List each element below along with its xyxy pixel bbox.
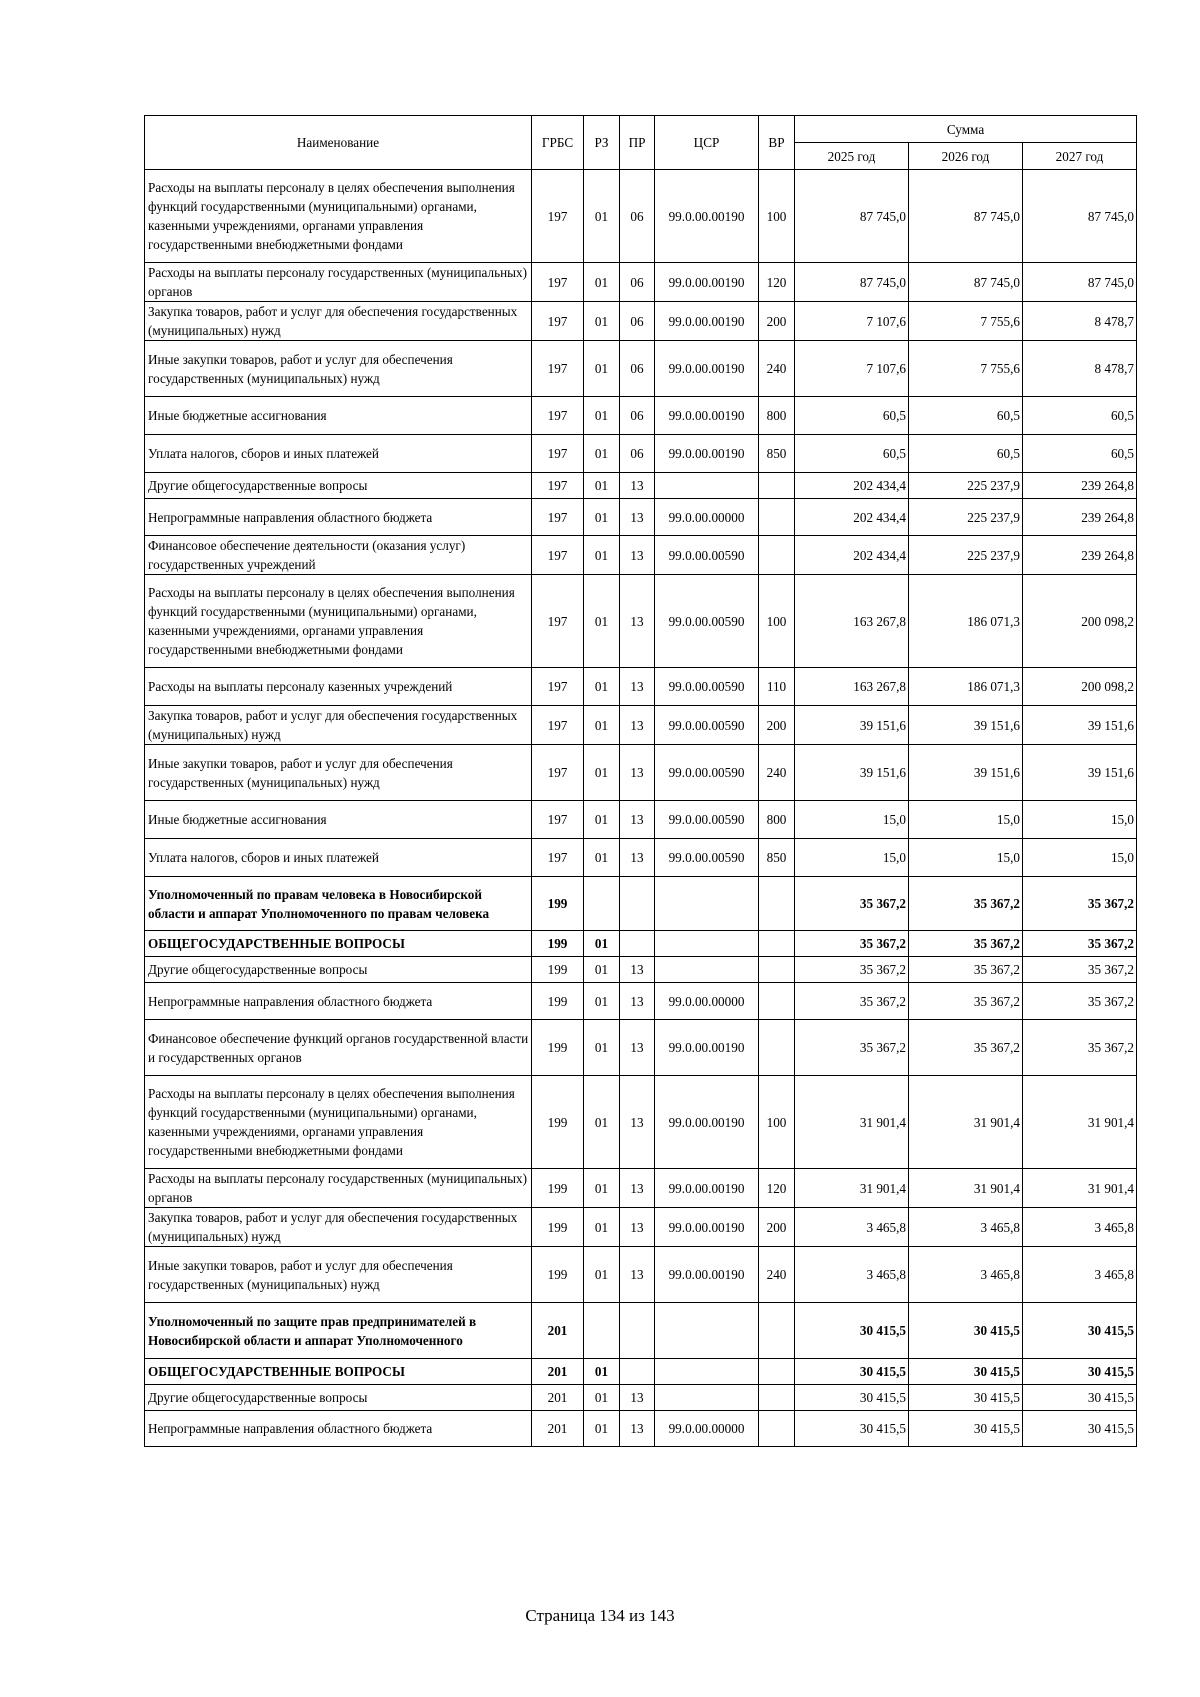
cell-grbs: 199 <box>532 1208 584 1247</box>
cell-vr: 100 <box>759 575 795 668</box>
cell-grbs: 199 <box>532 877 584 931</box>
cell-name: Уполномоченный по защите прав предпринимателей в Новосибирской области и аппарат Уполномоченного <box>145 1303 532 1359</box>
table-row <box>145 435 1137 473</box>
cell-vr <box>759 1359 795 1385</box>
table-row <box>145 1359 1137 1385</box>
header-year-2026: 2026 год <box>909 143 1023 170</box>
cell-rz: 01 <box>584 839 620 877</box>
cell-2025: 31 901,4 <box>795 1076 909 1169</box>
cell-vr: 200 <box>759 1208 795 1247</box>
cell-rz <box>584 1303 620 1359</box>
cell-2025: 60,5 <box>795 397 909 435</box>
table-row <box>145 575 1137 668</box>
cell-pr: 13 <box>620 1169 655 1208</box>
cell-2025: 30 415,5 <box>795 1303 909 1359</box>
cell-name: Другие общегосударственные вопросы <box>145 957 532 983</box>
cell-name: Расходы на выплаты персоналу казенных учреждений <box>145 668 532 706</box>
cell-2026: 35 367,2 <box>909 877 1023 931</box>
cell-csr: 99.0.00.00000 <box>655 499 759 536</box>
cell-2027: 3 465,8 <box>1023 1208 1137 1247</box>
table-row <box>145 1385 1137 1411</box>
cell-2025: 163 267,8 <box>795 668 909 706</box>
table-row <box>145 801 1137 839</box>
cell-2027: 35 367,2 <box>1023 983 1137 1020</box>
cell-2025: 35 367,2 <box>795 957 909 983</box>
cell-csr: 99.0.00.00590 <box>655 801 759 839</box>
cell-rz: 01 <box>584 302 620 341</box>
cell-2025: 15,0 <box>795 801 909 839</box>
cell-2026: 35 367,2 <box>909 1020 1023 1076</box>
cell-vr <box>759 499 795 536</box>
table-row <box>145 983 1137 1020</box>
cell-pr: 06 <box>620 263 655 302</box>
cell-grbs: 197 <box>532 397 584 435</box>
table-row <box>145 341 1137 397</box>
cell-2026: 7 755,6 <box>909 302 1023 341</box>
cell-2025: 30 415,5 <box>795 1411 909 1447</box>
cell-2025: 87 745,0 <box>795 170 909 263</box>
cell-grbs: 199 <box>532 1247 584 1303</box>
cell-rz: 01 <box>584 1385 620 1411</box>
cell-vr: 240 <box>759 341 795 397</box>
cell-csr <box>655 931 759 957</box>
table-row <box>145 263 1137 302</box>
cell-name: Расходы на выплаты персоналу в целях обеспечения выполнения функций государственными (муниципальными) органами, казенными учреждениями, органами управления государственными внебюджетными фондами <box>145 170 532 263</box>
cell-2027: 30 415,5 <box>1023 1359 1137 1385</box>
table-row <box>145 473 1137 499</box>
table-row <box>145 839 1137 877</box>
cell-2026: 39 151,6 <box>909 745 1023 801</box>
cell-2025: 202 434,4 <box>795 499 909 536</box>
cell-rz <box>584 877 620 931</box>
cell-name: Иные закупки товаров, работ и услуг для обеспечения государственных (муниципальных) нужд <box>145 1247 532 1303</box>
cell-vr: 240 <box>759 1247 795 1303</box>
table-row <box>145 706 1137 745</box>
cell-grbs: 197 <box>532 341 584 397</box>
cell-pr: 13 <box>620 575 655 668</box>
cell-csr: 99.0.00.00190 <box>655 1208 759 1247</box>
cell-2027: 30 415,5 <box>1023 1411 1137 1447</box>
cell-2027: 239 264,8 <box>1023 473 1137 499</box>
cell-2025: 30 415,5 <box>795 1385 909 1411</box>
cell-csr: 99.0.00.00190 <box>655 263 759 302</box>
cell-pr: 13 <box>620 839 655 877</box>
cell-csr: 99.0.00.00190 <box>655 1020 759 1076</box>
cell-pr: 13 <box>620 473 655 499</box>
cell-2027: 60,5 <box>1023 397 1137 435</box>
cell-vr <box>759 1020 795 1076</box>
cell-name: Непрограммные направления областного бюджета <box>145 499 532 536</box>
cell-grbs: 197 <box>532 473 584 499</box>
table-row <box>145 668 1137 706</box>
cell-rz: 01 <box>584 170 620 263</box>
cell-pr <box>620 1303 655 1359</box>
table-body <box>145 170 1137 1447</box>
cell-2026: 15,0 <box>909 801 1023 839</box>
cell-csr: 99.0.00.00190 <box>655 435 759 473</box>
cell-csr: 99.0.00.00590 <box>655 668 759 706</box>
cell-csr: 99.0.00.00590 <box>655 839 759 877</box>
cell-grbs: 199 <box>532 1169 584 1208</box>
cell-2027: 3 465,8 <box>1023 1247 1137 1303</box>
cell-name: ОБЩЕГОСУДАРСТВЕННЫЕ ВОПРОСЫ <box>145 1359 532 1385</box>
cell-grbs: 197 <box>532 706 584 745</box>
cell-2026: 7 755,6 <box>909 341 1023 397</box>
cell-pr: 06 <box>620 302 655 341</box>
cell-2027: 31 901,4 <box>1023 1076 1137 1169</box>
cell-csr <box>655 877 759 931</box>
cell-pr: 13 <box>620 1385 655 1411</box>
header-pr: ПР <box>620 116 655 170</box>
cell-pr: 13 <box>620 1208 655 1247</box>
page-number: Страница 134 из 143 <box>525 1606 675 1625</box>
cell-rz: 01 <box>584 397 620 435</box>
cell-rz: 01 <box>584 1169 620 1208</box>
cell-2026: 225 237,9 <box>909 499 1023 536</box>
cell-2025: 202 434,4 <box>795 536 909 575</box>
cell-rz: 01 <box>584 668 620 706</box>
cell-2027: 15,0 <box>1023 801 1137 839</box>
cell-grbs: 199 <box>532 1076 584 1169</box>
cell-name: Иные закупки товаров, работ и услуг для обеспечения государственных (муниципальных) нужд <box>145 341 532 397</box>
cell-grbs: 197 <box>532 499 584 536</box>
table-header <box>145 116 1137 170</box>
cell-rz: 01 <box>584 499 620 536</box>
cell-name: Расходы на выплаты персоналу в целях обеспечения выполнения функций государственными (муниципальными) органами, казенными учреждениями, органами управления государственными внебюджетными фондами <box>145 575 532 668</box>
cell-csr: 99.0.00.00190 <box>655 1169 759 1208</box>
cell-pr: 13 <box>620 1247 655 1303</box>
cell-vr: 120 <box>759 263 795 302</box>
cell-rz: 01 <box>584 435 620 473</box>
cell-pr: 06 <box>620 341 655 397</box>
cell-name: Непрограммные направления областного бюджета <box>145 983 532 1020</box>
cell-grbs: 197 <box>532 302 584 341</box>
cell-vr: 200 <box>759 302 795 341</box>
cell-name: ОБЩЕГОСУДАРСТВЕННЫЕ ВОПРОСЫ <box>145 931 532 957</box>
cell-2025: 39 151,6 <box>795 706 909 745</box>
cell-pr <box>620 877 655 931</box>
cell-2026: 30 415,5 <box>909 1303 1023 1359</box>
cell-2027: 8 478,7 <box>1023 302 1137 341</box>
cell-pr: 13 <box>620 668 655 706</box>
table-row <box>145 397 1137 435</box>
header-csr: ЦСР <box>655 116 759 170</box>
cell-2026: 186 071,3 <box>909 668 1023 706</box>
cell-rz: 01 <box>584 575 620 668</box>
cell-grbs: 199 <box>532 1020 584 1076</box>
cell-vr <box>759 983 795 1020</box>
cell-pr <box>620 1359 655 1385</box>
cell-2026: 31 901,4 <box>909 1076 1023 1169</box>
cell-grbs: 199 <box>532 931 584 957</box>
cell-2026: 225 237,9 <box>909 473 1023 499</box>
header-sum: Сумма <box>795 116 1137 143</box>
cell-csr: 99.0.00.00590 <box>655 706 759 745</box>
cell-csr: 99.0.00.00590 <box>655 745 759 801</box>
cell-grbs: 201 <box>532 1385 584 1411</box>
cell-vr <box>759 931 795 957</box>
cell-pr: 13 <box>620 957 655 983</box>
cell-csr <box>655 1303 759 1359</box>
cell-2025: 15,0 <box>795 839 909 877</box>
cell-2026: 3 465,8 <box>909 1208 1023 1247</box>
cell-csr: 99.0.00.00190 <box>655 341 759 397</box>
cell-2025: 163 267,8 <box>795 575 909 668</box>
cell-2027: 8 478,7 <box>1023 341 1137 397</box>
cell-rz: 01 <box>584 957 620 983</box>
cell-2026: 39 151,6 <box>909 706 1023 745</box>
cell-grbs: 201 <box>532 1303 584 1359</box>
cell-pr: 06 <box>620 397 655 435</box>
cell-csr: 99.0.00.00190 <box>655 1076 759 1169</box>
cell-2027: 30 415,5 <box>1023 1303 1137 1359</box>
header-year-2027: 2027 год <box>1023 143 1137 170</box>
cell-name: Закупка товаров, работ и услуг для обеспечения государственных (муниципальных) нужд <box>145 706 532 745</box>
cell-grbs: 197 <box>532 575 584 668</box>
cell-2027: 200 098,2 <box>1023 575 1137 668</box>
cell-2027: 15,0 <box>1023 839 1137 877</box>
header-rz: РЗ <box>584 116 620 170</box>
table-row <box>145 1208 1137 1247</box>
table-row <box>145 931 1137 957</box>
cell-pr: 06 <box>620 170 655 263</box>
cell-csr: 99.0.00.00590 <box>655 575 759 668</box>
cell-name: Финансовое обеспечение функций органов государственной власти и государственных органов <box>145 1020 532 1076</box>
cell-grbs: 201 <box>532 1359 584 1385</box>
cell-grbs: 199 <box>532 983 584 1020</box>
cell-grbs: 197 <box>532 263 584 302</box>
cell-vr: 240 <box>759 745 795 801</box>
cell-grbs: 197 <box>532 536 584 575</box>
cell-grbs: 197 <box>532 839 584 877</box>
cell-2026: 30 415,5 <box>909 1385 1023 1411</box>
table-row <box>145 170 1137 263</box>
cell-vr <box>759 473 795 499</box>
cell-name: Закупка товаров, работ и услуг для обеспечения государственных (муниципальных) нужд <box>145 1208 532 1247</box>
header-year-2025: 2025 год <box>795 143 909 170</box>
cell-2025: 30 415,5 <box>795 1359 909 1385</box>
cell-2026: 225 237,9 <box>909 536 1023 575</box>
cell-2027: 35 367,2 <box>1023 1020 1137 1076</box>
cell-2027: 35 367,2 <box>1023 931 1137 957</box>
cell-vr: 120 <box>759 1169 795 1208</box>
cell-2027: 39 151,6 <box>1023 745 1137 801</box>
cell-2026: 60,5 <box>909 435 1023 473</box>
cell-2026: 3 465,8 <box>909 1247 1023 1303</box>
cell-rz: 01 <box>584 745 620 801</box>
cell-csr <box>655 1385 759 1411</box>
cell-rz: 01 <box>584 706 620 745</box>
cell-2025: 39 151,6 <box>795 745 909 801</box>
cell-name: Другие общегосударственные вопросы <box>145 473 532 499</box>
cell-name: Закупка товаров, работ и услуг для обеспечения государственных (муниципальных) нужд <box>145 302 532 341</box>
cell-name: Уплата налогов, сборов и иных платежей <box>145 435 532 473</box>
cell-csr <box>655 473 759 499</box>
cell-2027: 35 367,2 <box>1023 877 1137 931</box>
cell-name: Расходы на выплаты персоналу государственных (муниципальных) органов <box>145 1169 532 1208</box>
cell-2025: 35 367,2 <box>795 1020 909 1076</box>
cell-2025: 31 901,4 <box>795 1169 909 1208</box>
cell-vr: 850 <box>759 435 795 473</box>
cell-rz: 01 <box>584 263 620 302</box>
cell-rz: 01 <box>584 1247 620 1303</box>
header-vr: ВР <box>759 116 795 170</box>
cell-name: Непрограммные направления областного бюджета <box>145 1411 532 1447</box>
cell-vr <box>759 1385 795 1411</box>
cell-2027: 35 367,2 <box>1023 957 1137 983</box>
cell-vr <box>759 1303 795 1359</box>
header-grbs: ГРБС <box>532 116 584 170</box>
cell-pr: 13 <box>620 706 655 745</box>
table-row <box>145 1303 1137 1359</box>
cell-2027: 31 901,4 <box>1023 1169 1137 1208</box>
cell-2027: 200 098,2 <box>1023 668 1137 706</box>
cell-2025: 35 367,2 <box>795 983 909 1020</box>
cell-pr: 13 <box>620 983 655 1020</box>
table-row <box>145 499 1137 536</box>
cell-2025: 3 465,8 <box>795 1208 909 1247</box>
cell-csr <box>655 957 759 983</box>
cell-rz: 01 <box>584 1020 620 1076</box>
cell-vr: 800 <box>759 801 795 839</box>
cell-grbs: 197 <box>532 170 584 263</box>
cell-2025: 87 745,0 <box>795 263 909 302</box>
cell-csr: 99.0.00.00190 <box>655 1247 759 1303</box>
cell-grbs: 199 <box>532 957 584 983</box>
table-row <box>145 1247 1137 1303</box>
cell-name: Иные бюджетные ассигнования <box>145 801 532 839</box>
cell-2026: 30 415,5 <box>909 1359 1023 1385</box>
cell-2025: 35 367,2 <box>795 931 909 957</box>
cell-csr: 99.0.00.00000 <box>655 983 759 1020</box>
cell-grbs: 197 <box>532 801 584 839</box>
cell-2026: 87 745,0 <box>909 170 1023 263</box>
cell-rz: 01 <box>584 1411 620 1447</box>
cell-pr: 13 <box>620 536 655 575</box>
cell-grbs: 197 <box>532 745 584 801</box>
cell-2026: 186 071,3 <box>909 575 1023 668</box>
cell-vr <box>759 877 795 931</box>
cell-2026: 87 745,0 <box>909 263 1023 302</box>
cell-rz: 01 <box>584 801 620 839</box>
cell-rz: 01 <box>584 341 620 397</box>
table-row <box>145 1169 1137 1208</box>
cell-vr: 800 <box>759 397 795 435</box>
cell-pr: 13 <box>620 801 655 839</box>
table-row <box>145 1020 1137 1076</box>
cell-2027: 239 264,8 <box>1023 536 1137 575</box>
cell-grbs: 197 <box>532 668 584 706</box>
cell-2027: 87 745,0 <box>1023 263 1137 302</box>
cell-name: Иные закупки товаров, работ и услуг для обеспечения государственных (муниципальных) нужд <box>145 745 532 801</box>
cell-pr: 13 <box>620 1020 655 1076</box>
cell-name: Уполномоченный по правам человека в Новосибирской области и аппарат Уполномоченного по правам человека <box>145 877 532 931</box>
table-row <box>145 1076 1137 1169</box>
cell-2026: 35 367,2 <box>909 931 1023 957</box>
cell-vr: 100 <box>759 170 795 263</box>
cell-vr: 110 <box>759 668 795 706</box>
cell-pr: 06 <box>620 435 655 473</box>
cell-grbs: 201 <box>532 1411 584 1447</box>
cell-vr: 850 <box>759 839 795 877</box>
cell-2027: 239 264,8 <box>1023 499 1137 536</box>
table-row <box>145 536 1137 575</box>
cell-2026: 30 415,5 <box>909 1411 1023 1447</box>
cell-vr <box>759 1411 795 1447</box>
table-row <box>145 302 1137 341</box>
cell-pr: 13 <box>620 1411 655 1447</box>
cell-rz: 01 <box>584 1359 620 1385</box>
cell-2026: 15,0 <box>909 839 1023 877</box>
cell-csr <box>655 1359 759 1385</box>
cell-vr <box>759 536 795 575</box>
cell-name: Расходы на выплаты персоналу государственных (муниципальных) органов <box>145 263 532 302</box>
cell-rz: 01 <box>584 931 620 957</box>
cell-rz: 01 <box>584 1076 620 1169</box>
cell-2025: 7 107,6 <box>795 302 909 341</box>
cell-2027: 60,5 <box>1023 435 1137 473</box>
cell-2027: 30 415,5 <box>1023 1385 1137 1411</box>
cell-pr: 13 <box>620 1076 655 1169</box>
cell-csr: 99.0.00.00000 <box>655 1411 759 1447</box>
cell-grbs: 197 <box>532 435 584 473</box>
cell-2025: 35 367,2 <box>795 877 909 931</box>
cell-2025: 60,5 <box>795 435 909 473</box>
cell-vr <box>759 957 795 983</box>
table-row <box>145 957 1137 983</box>
cell-pr: 13 <box>620 499 655 536</box>
cell-2025: 3 465,8 <box>795 1247 909 1303</box>
cell-2026: 31 901,4 <box>909 1169 1023 1208</box>
cell-name: Финансовое обеспечение деятельности (оказания услуг) государственных учреждений <box>145 536 532 575</box>
cell-rz: 01 <box>584 473 620 499</box>
cell-csr: 99.0.00.00590 <box>655 536 759 575</box>
budget-table <box>144 115 1137 1447</box>
cell-vr: 200 <box>759 706 795 745</box>
cell-vr: 100 <box>759 1076 795 1169</box>
cell-csr: 99.0.00.00190 <box>655 397 759 435</box>
cell-name: Другие общегосударственные вопросы <box>145 1385 532 1411</box>
cell-2025: 202 434,4 <box>795 473 909 499</box>
cell-2026: 35 367,2 <box>909 957 1023 983</box>
header-name: Наименование <box>145 116 532 170</box>
cell-2026: 35 367,2 <box>909 983 1023 1020</box>
cell-2027: 87 745,0 <box>1023 170 1137 263</box>
cell-2026: 60,5 <box>909 397 1023 435</box>
table-row <box>145 1411 1137 1447</box>
cell-rz: 01 <box>584 983 620 1020</box>
cell-name: Расходы на выплаты персоналу в целях обеспечения выполнения функций государственными (муниципальными) органами, казенными учреждениями, органами управления государственными внебюджетными фондами <box>145 1076 532 1169</box>
cell-name: Иные бюджетные ассигнования <box>145 397 532 435</box>
cell-csr: 99.0.00.00190 <box>655 302 759 341</box>
cell-rz: 01 <box>584 1208 620 1247</box>
cell-pr <box>620 931 655 957</box>
cell-rz: 01 <box>584 536 620 575</box>
cell-csr: 99.0.00.00190 <box>655 170 759 263</box>
cell-2027: 39 151,6 <box>1023 706 1137 745</box>
cell-name: Уплата налогов, сборов и иных платежей <box>145 839 532 877</box>
table-row <box>145 745 1137 801</box>
table-row <box>145 877 1137 931</box>
cell-2025: 7 107,6 <box>795 341 909 397</box>
cell-pr: 13 <box>620 745 655 801</box>
